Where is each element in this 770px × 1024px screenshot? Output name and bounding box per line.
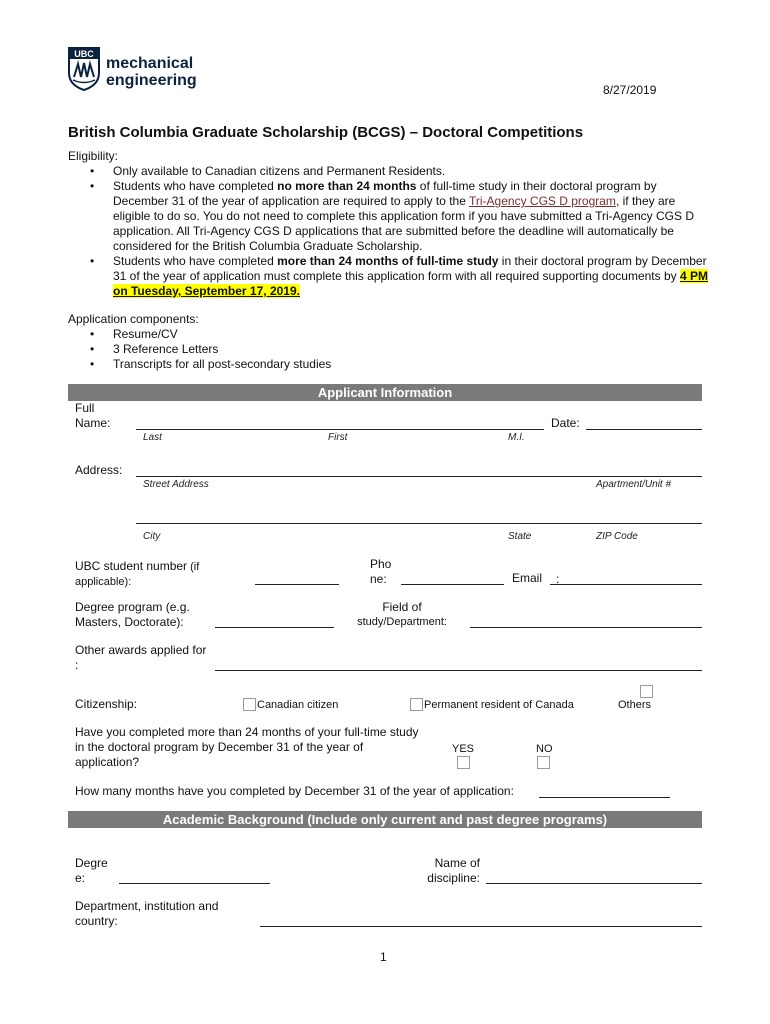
permanent-resident-checkbox[interactable] <box>410 698 423 711</box>
discipline-label: Name of discipline: <box>427 856 480 885</box>
components-list <box>68 327 708 372</box>
city-state-zip-field[interactable] <box>136 523 702 524</box>
list-item: • Resume/CV <box>68 327 708 342</box>
months-completed-field[interactable] <box>539 797 670 798</box>
ubc-student-number-field[interactable] <box>255 584 339 585</box>
others-checkbox[interactable] <box>640 685 653 698</box>
degree-program-label: Degree program (e.g. Masters, Doctorate): <box>75 600 190 629</box>
address-label: Address: <box>75 463 123 477</box>
field-of-study-field[interactable] <box>470 627 702 628</box>
full-name-label: Full Name: <box>75 401 111 430</box>
department-name <box>106 55 197 89</box>
date-label: Date: <box>551 416 580 430</box>
email-colon: : <box>556 572 560 586</box>
degree-label: Degre e: <box>75 856 108 885</box>
page-title: British Columbia Graduate Scholarship (BCGS) – Doctoral Competitions <box>68 124 584 141</box>
degree-field[interactable] <box>119 883 270 884</box>
email-field[interactable] <box>550 584 702 585</box>
no-label: NO <box>536 743 553 755</box>
citizenship-label: Citizenship: <box>75 697 138 711</box>
ubc-crest-icon <box>68 47 100 91</box>
list-item: • Students who have completed no more than 24 months of full-time study in their doctoral program by December 31 of the year of application are required to apply to the Tri-Agency CGS D program, if they are eligible to do so. You do not need to complete this application form if you have submitted a Tri-Agency CGS D application. All Tri-Agency CGS D applications that are submitted before the deadline will automatically be considered for the British Columbia Graduate Scholarship. <box>68 179 708 254</box>
page-number: 1 <box>380 950 387 964</box>
canadian-citizen-checkbox[interactable] <box>243 698 256 711</box>
list-item: • Transcripts for all post-secondary studies <box>68 357 708 372</box>
full-name-field[interactable] <box>136 429 544 430</box>
applicant-info-bar: Applicant Information <box>68 384 702 401</box>
logo-text: UBC <box>74 49 94 59</box>
email-label: Email <box>512 571 543 585</box>
months-question: Have you completed more than 24 months of your full-time study in the doctoral program by December 31 of the year of application? <box>75 725 419 769</box>
document-date: 8/27/2019 <box>603 83 657 97</box>
eligibility-heading: Eligibility: <box>68 149 119 163</box>
eligibility-list <box>68 164 708 299</box>
dept-line-1: mechanical <box>106 55 194 72</box>
canadian-citizen-label: Canadian citizen <box>257 699 339 711</box>
yes-checkbox[interactable] <box>457 756 470 769</box>
phone-label: Pho ne: <box>370 557 392 586</box>
department-institution-field[interactable] <box>260 926 702 927</box>
others-label: Others <box>618 699 652 711</box>
sub-apt: Apartment/Unit # <box>596 479 672 490</box>
ubc-logo <box>68 47 100 94</box>
deadline-highlight: 4 PM on Tuesday, September 17, 2019. <box>113 269 708 298</box>
dept-line-2: engineering <box>106 72 197 89</box>
sub-last: Last <box>143 432 162 443</box>
tri-agency-link[interactable]: Tri-Agency CGS D program <box>469 194 616 208</box>
months-completed-label: How many months have you completed by December 31 of the year of application: <box>75 784 514 798</box>
sub-city: City <box>143 531 161 542</box>
permanent-resident-label: Permanent resident of Canada <box>424 699 574 711</box>
degree-program-field[interactable] <box>215 627 334 628</box>
field-of-study-label: Field of study/Department: <box>357 600 447 628</box>
street-address-field[interactable] <box>136 476 702 477</box>
sub-mi: M.I. <box>508 432 525 443</box>
academic-background-bar: Academic Background (Include only current and past degree programs) <box>68 811 702 828</box>
date-field[interactable] <box>586 429 702 430</box>
components-heading: Application components: <box>68 312 199 326</box>
other-awards-field[interactable] <box>215 670 702 671</box>
list-item: • Students who have completed more than 24 months of full-time study in their doctoral program by December 31 of the year of application must complete this application form with all required supporting documents by 4 PM on Tuesday, September 17, 2019. <box>68 254 708 299</box>
ubc-student-number-label: UBC student number (if applicable): <box>75 559 200 588</box>
sub-state: State <box>508 531 532 542</box>
other-awards-label: Other awards applied for : <box>75 643 207 672</box>
list-item: • 3 Reference Letters <box>68 342 708 357</box>
list-item: • Only available to Canadian citizens and Permanent Residents. <box>68 164 708 179</box>
sub-street: Street Address <box>143 479 209 490</box>
yes-label: YES <box>452 743 475 755</box>
department-institution-label: Department, institution and country: <box>75 899 219 928</box>
sub-zip: ZIP Code <box>596 531 638 542</box>
phone-field[interactable] <box>401 584 504 585</box>
sub-first: First <box>328 432 348 443</box>
no-checkbox[interactable] <box>537 756 550 769</box>
discipline-field[interactable] <box>486 883 702 884</box>
